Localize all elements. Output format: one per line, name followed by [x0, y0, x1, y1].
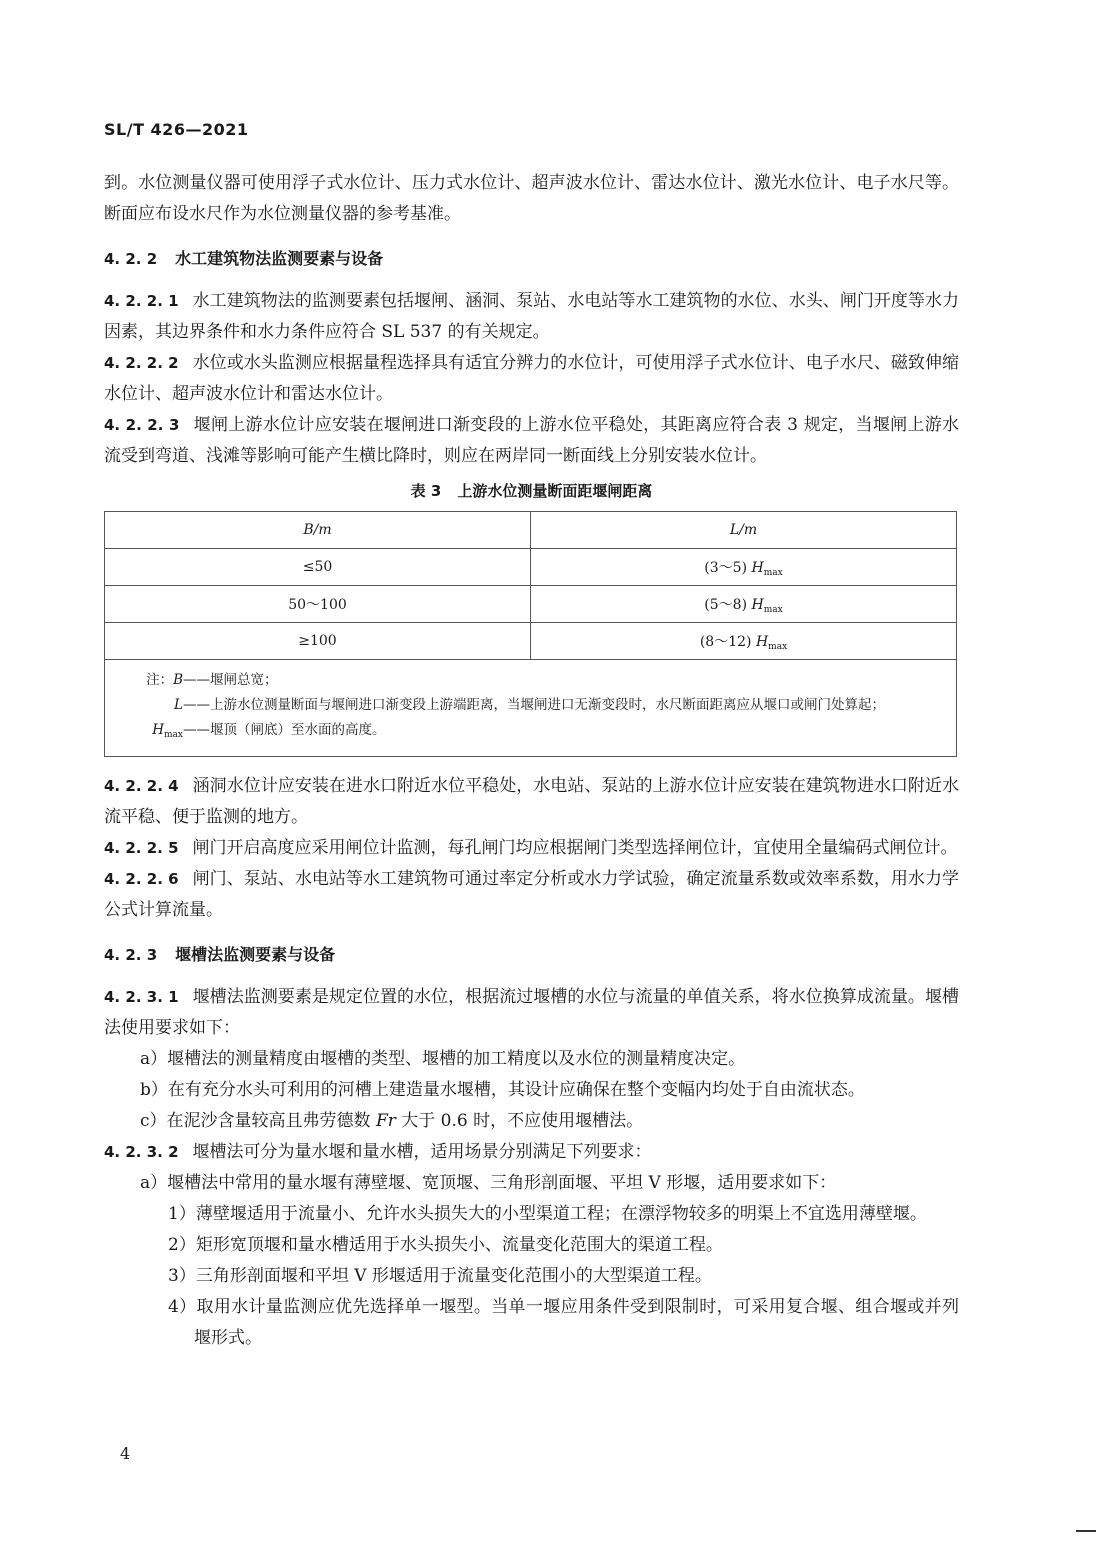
table-row	[105, 623, 957, 660]
clause-number: 4. 2. 2. 5	[104, 839, 179, 857]
froude-symbol: Fr	[375, 1111, 396, 1131]
note-l	[127, 693, 944, 718]
clause-4-2-2-6	[104, 864, 959, 926]
section-number: 4. 2. 3	[104, 946, 158, 964]
cell-l	[531, 549, 957, 586]
note-h	[127, 718, 944, 748]
cell-l-symbol: H	[751, 559, 764, 576]
clause-text: 水工建筑物法的监测要素包括堰闸、涵洞、泵站、水电站等水工建筑物的水位、水头、闸门开度等水力因素，其边界条件和水力条件应符合 SL 537 的有关规定。	[104, 291, 959, 342]
sub-item-2: 2）矩形宽顶堰和量水槽适用于水头损失小、流量变化范围大的渠道工程。	[168, 1235, 723, 1255]
cell-l-symbol: H	[751, 596, 764, 613]
clause-number: 4. 2. 2. 2	[104, 354, 179, 372]
column-header-b: B/m	[105, 512, 531, 549]
clause-text: 堰闸上游水位计应安装在堰闸进口渐变段的上游水位平稳处，其距离应符合表 3 规定，当堰闸上游水流受到弯道、浅滩等影响可能产生横比降时，则应在两岸同一断面线上分别安装水位计。	[104, 415, 960, 466]
clause-text: 堰槽法可分为量水堰和量水槽，适用场景分别满足下列要求：	[192, 1142, 652, 1162]
note-label: 注：	[146, 672, 174, 688]
note-symbol-h-subscript: max	[164, 730, 183, 740]
clause-4-2-2-2	[104, 348, 959, 410]
sub-item-1: 1）薄壁堰适用于流量小、允许水头损失大的小型渠道工程；在漂浮物较多的明渠上不宜选用薄壁堰。	[168, 1204, 927, 1224]
section-heading-4-2-3	[104, 940, 959, 970]
note-text-b: ——堰闸总宽；	[183, 672, 278, 688]
table-header-row	[105, 512, 957, 549]
page-content	[104, 168, 959, 1354]
cell-l-subscript: max	[768, 641, 788, 652]
cell-l-range: (5～8)	[704, 596, 748, 613]
section-title: 水工建筑物法监测要素与设备	[175, 249, 384, 268]
clause-4-2-2-1	[104, 286, 959, 348]
note-text-l: ——上游水位测量断面与堰闸进口渐变段上游端距离，当堰闸进口无渐变段时，水尺断面距离应从堰口或闸门处算起；	[183, 697, 885, 713]
sub-item-4: 4）取用水计量监测应优先选择单一堰型。当单一堰应用条件受到限制时，可采用复合堰、组合堰或并列堰形式。	[168, 1297, 959, 1348]
note-symbol-h: H	[152, 722, 165, 738]
list-item-c-pre: c）在泥沙含量较高且弗劳德数	[140, 1111, 376, 1131]
table-caption: 上游水位测量断面距堰闸距离	[457, 482, 653, 500]
clause-text: 水位或水头监测应根据量程选择具有适宜分辨力的水位计，可使用浮子式水位计、电子水尺、磁致伸缩水位计、超声波水位计和雷达水位计。	[104, 353, 959, 404]
clause-4-2-2-3	[104, 410, 959, 472]
clause-number: 4. 2. 2. 6	[104, 870, 179, 888]
sub-item-3: 3）三角形剖面堰和平坦 V 形堰适用于流量变化范围小的大型渠道工程。	[168, 1266, 712, 1286]
clause-number: 4. 2. 3. 1	[104, 988, 179, 1006]
table-row	[105, 586, 957, 623]
clause-text: 堰槽法监测要素是规定位置的水位，根据流过堰槽的水位与流量的单值关系，将水位换算成流量。堰槽法使用要求如下：	[104, 987, 959, 1038]
clause-text: 闸门、泵站、水电站等水工建筑物可通过率定分析或水力学试验，确定流量系数或效率系数，用水力学公式计算流量。	[104, 869, 959, 920]
page-number: 4	[120, 1444, 131, 1463]
intro-paragraph: 到。水位测量仪器可使用浮子式水位计、压力式水位计、超声波水位计、雷达水位计、激光水位计、电子水尺等。断面应布设水尺作为水位测量仪器的参考基准。	[104, 173, 959, 224]
table-number: 表 3	[410, 482, 442, 500]
clause-4-2-2-4	[104, 771, 959, 833]
list-item-a: a）堰槽法的测量精度由堰槽的类型、堰槽的加工精度以及水位的测量精度决定。	[140, 1049, 746, 1069]
cell-l-range: (3～5)	[704, 559, 748, 576]
cell-b: 50～100	[105, 586, 531, 623]
note-b	[127, 668, 944, 693]
list-item-a2: a）堰槽法中常用的量水堰有薄壁堰、宽顶堰、三角形剖面堰、平坦 V 形堰，适用要求如下：	[140, 1173, 837, 1193]
corner-mark	[1076, 1530, 1096, 1532]
cell-l	[531, 623, 957, 660]
cell-b: ≥100	[105, 623, 531, 660]
cell-l-subscript: max	[763, 604, 783, 615]
note-symbol-b: B	[173, 672, 183, 688]
cell-l-subscript: max	[763, 567, 783, 578]
list-item-c	[104, 1106, 959, 1137]
cell-l-range: (8～12)	[699, 633, 752, 650]
section-title: 堰槽法监测要素与设备	[175, 945, 336, 964]
clause-text: 涵洞水位计应安装在进水口附近水位平稳处，水电站、泵站的上游水位计应安装在建筑物进水口附近水流平稳、便于监测的地方。	[104, 776, 959, 827]
clause-4-2-3-1	[104, 982, 959, 1044]
clause-number: 4. 2. 2. 4	[104, 777, 179, 795]
clause-4-2-3-2	[104, 1137, 959, 1168]
standard-code-header: SL/T 426—2021	[104, 120, 249, 139]
clause-number: 4. 2. 2. 1	[104, 292, 179, 310]
cell-l-symbol: H	[755, 633, 769, 650]
column-header-l: L/m	[531, 512, 957, 549]
clause-text: 闸门开启高度应采用闸位计监测，每孔闸门均应根据闸门类型选择闸位计，宜使用全量编码式闸位计。	[192, 838, 958, 858]
table-note	[105, 660, 957, 757]
list-item-c-post: 大于 0.6 时，不应使用堰槽法。	[395, 1111, 644, 1131]
list-item-b: b）在有充分水头可利用的河槽上建造量水堰槽，其设计应确保在整个变幅内均处于自由流状态。	[140, 1080, 865, 1100]
table-note-row	[105, 660, 957, 757]
table-title	[104, 480, 959, 501]
section-number: 4. 2. 2	[104, 250, 158, 268]
cell-l	[531, 586, 957, 623]
table-row	[105, 549, 957, 586]
clause-number: 4. 2. 2. 3	[104, 416, 180, 434]
note-text-h: ——堰顶（闸底）至水面的高度。	[183, 722, 386, 738]
clause-4-2-2-5	[104, 833, 959, 864]
section-heading-4-2-2	[104, 244, 959, 274]
distance-table	[104, 511, 957, 757]
cell-b: ≤50	[105, 549, 531, 586]
note-symbol-l: L	[174, 697, 183, 713]
clause-number: 4. 2. 3. 2	[104, 1143, 179, 1161]
